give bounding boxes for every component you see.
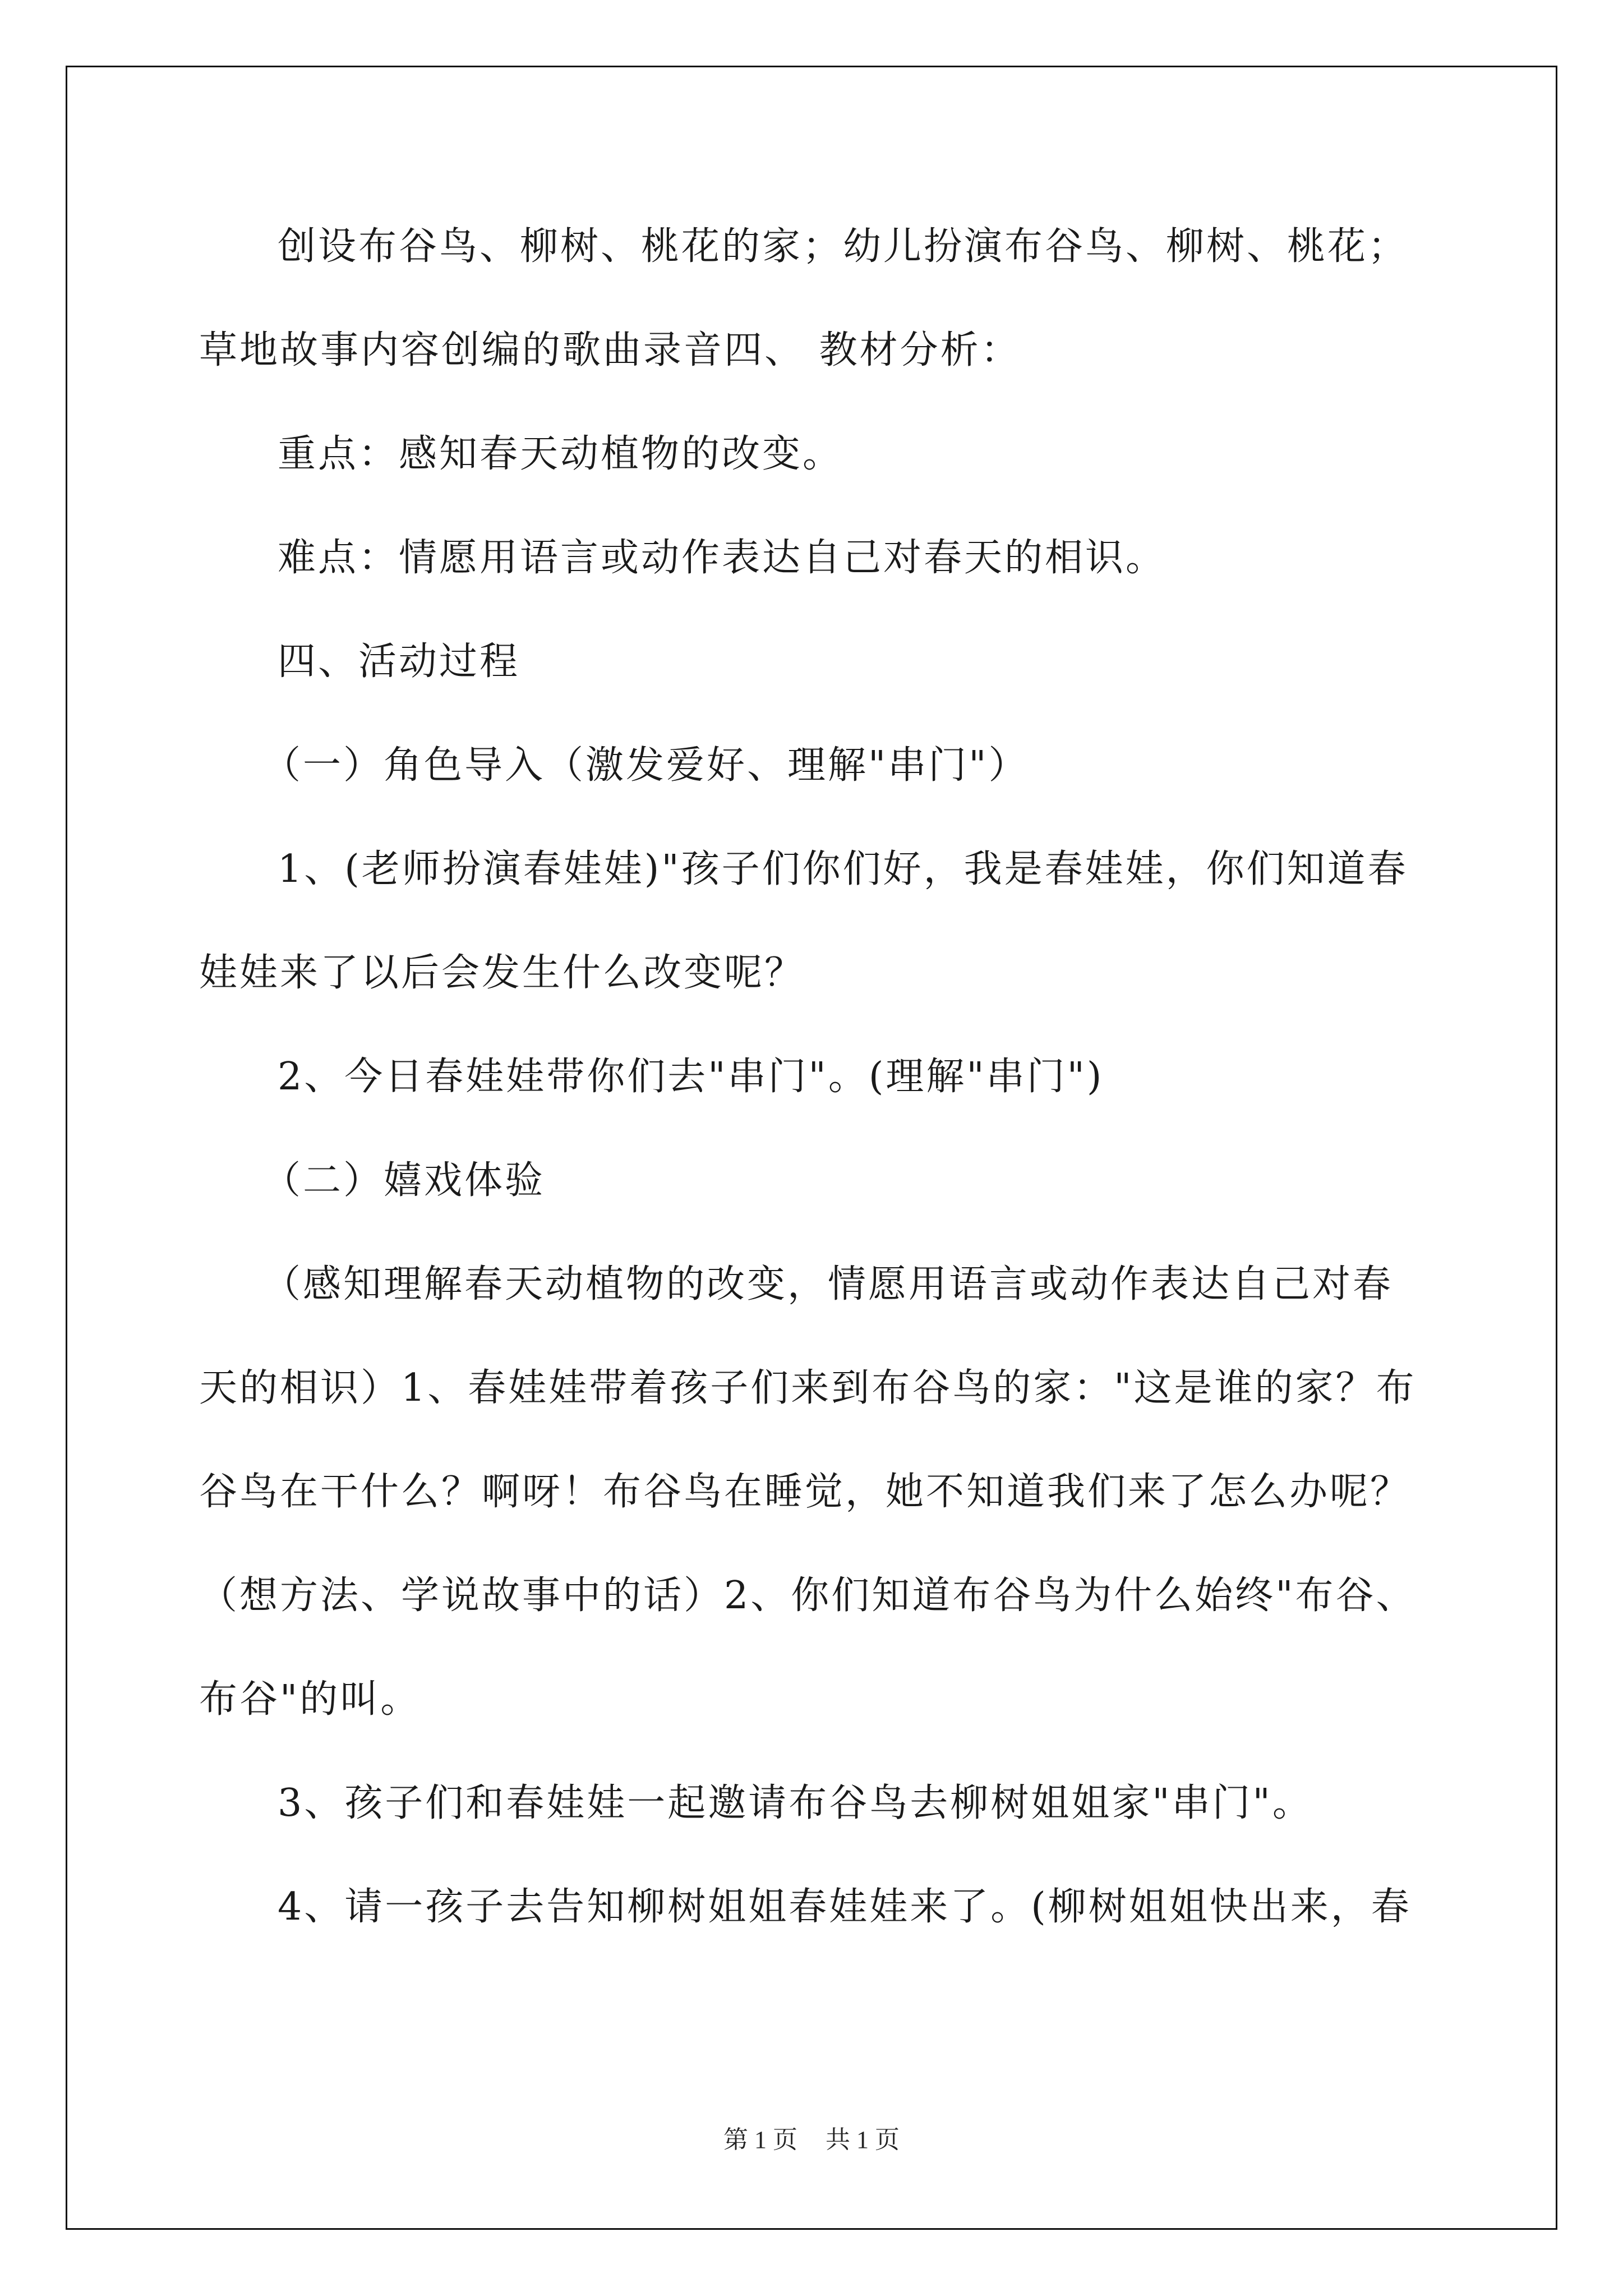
text-line: 天的相识）1、春娃娃带着孩子们来到布谷鸟的家："这是谁的家？布 [199, 1366, 1417, 1410]
text-line: 草地故事内容创编的歌曲录音四、 教材分析： [199, 328, 1021, 372]
text-line: 重点：感知春天动植物的改变。 [278, 432, 843, 476]
page-total: 共 1 页 [826, 2126, 900, 2154]
text-line: 1、(老师扮演春娃娃)"孩子们你们好，我是春娃娃，你们知道春 [278, 847, 1408, 891]
text-line: 布谷"的叫。 [199, 1677, 421, 1722]
section-heading: 四、活动过程 [278, 639, 520, 684]
text-line: （想方法、学说故事中的话）2、你们知道布谷鸟为什么始终"布谷、 [199, 1573, 1417, 1618]
text-line: 创设布谷鸟、柳树、桃花的家；幼儿扮演布谷鸟、柳树、桃花； [278, 224, 1409, 269]
text-line: 难点：情愿用语言或动作表达自己对春天的相识。 [278, 536, 1166, 580]
text-line: （感知理解春天动植物的改变，情愿用语言或动作表达自己对春 [262, 1262, 1394, 1306]
text-line: 2、今日春娃娃带你们去"串门"。(理解"串门") [278, 1055, 1104, 1099]
page-number: 第 1 页 [723, 2126, 797, 2154]
text-line: 谷鸟在干什么？啊呀！布谷鸟在睡觉，她不知道我们来了怎么办呢？ [199, 1470, 1411, 1514]
text-line: 娃娃来了以后会发生什么改变呢？ [199, 951, 805, 995]
page-footer [0, 2123, 1623, 2157]
subsection-heading: （一）角色导入（激发爱好、理解"串门"） [262, 743, 1029, 788]
subsection-heading: （二）嬉戏体验 [262, 1158, 546, 1203]
text-line: 3、孩子们和春娃娃一起邀请布谷鸟去柳树姐姐家"串门"。 [278, 1781, 1313, 1825]
text-line: 4、请一孩子去告知柳树姐姐春娃娃来了。(柳树姐姐快出来，春 [278, 1885, 1412, 1929]
